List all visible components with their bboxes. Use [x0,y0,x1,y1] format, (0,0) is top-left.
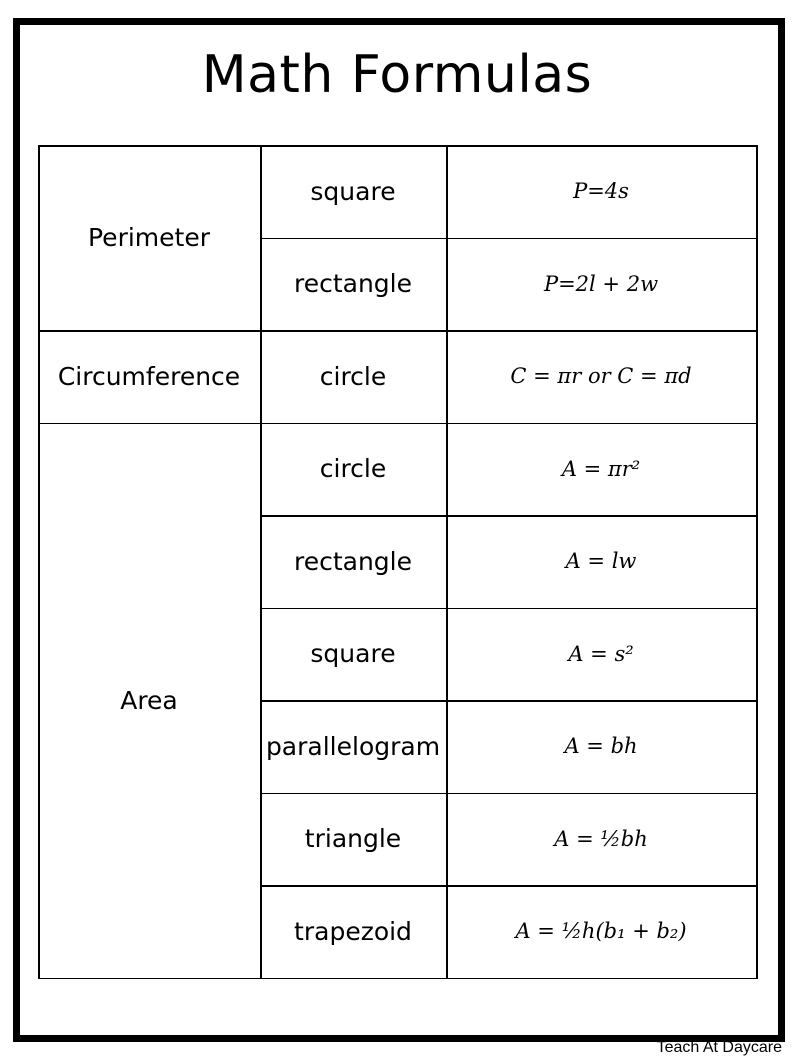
formula: A = s² [568,641,634,666]
shape-name: square [310,639,396,669]
formula: P=4s [573,179,629,204]
category-circumference: Circumference [57,361,241,391]
formula: A = ½bh [554,826,648,851]
formula: A = bh [564,734,638,759]
footer-credit: Teach At Daycare [656,1039,782,1056]
shape-name: triangle [304,824,402,854]
shape-name: rectangle [293,269,413,299]
formula: C = πr or C = πd [510,364,692,389]
shape-name: parallelogram [265,731,441,761]
category-perimeter: Perimeter [88,223,210,252]
shape-name: trapezoid [294,916,412,946]
shape-name: circle [319,454,387,484]
formula: A = lw [565,549,637,574]
table-column-divider [756,145,758,979]
shape-name: circle [319,361,387,391]
formula: P=2l + 2w [543,271,659,296]
formula: A = ½h(b₁ + b₂) [515,919,687,944]
shape-name: square [310,176,396,206]
category-area: Area [120,685,178,715]
formula: A = πr² [561,456,641,481]
table-border-bottom [38,978,758,980]
page-title: Math Formulas [201,45,593,105]
shape-name: rectangle [293,546,413,576]
